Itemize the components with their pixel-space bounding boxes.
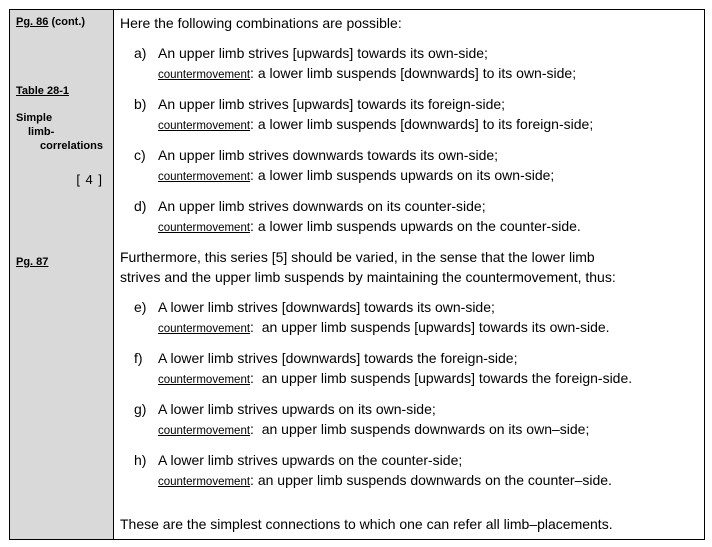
item-line1: A lower limb strives upwards on its own-side; — [158, 401, 436, 417]
page-reference-suffix: (cont.) — [48, 16, 86, 28]
item-line2-text: a lower limb suspends [downwards] to its own-side; — [257, 65, 577, 81]
page-reference-86 — [16, 16, 85, 29]
item-line2: countermovement: an upper limb suspends downwards on the counter–side. — [158, 472, 612, 488]
item-line1: A lower limb strives [downwards] towards its own-side; — [158, 299, 495, 315]
item-line2: countermovement: a lower limb suspends upwards on its own-side; — [158, 167, 555, 183]
item-line1: An upper limb strives downwards towards its own-side; — [158, 147, 499, 163]
topic-label-line2: limb- — [28, 126, 55, 138]
item-letter: g) — [134, 401, 147, 417]
item-line2-text: a lower limb suspends upwards on the counter-side. — [257, 218, 581, 234]
item-letter: e) — [134, 299, 147, 315]
middle-paragraph-line1: Furthermore, this series [5] should be varied, in the sense that the lower limb — [120, 249, 595, 265]
item-letter: h) — [134, 452, 147, 468]
closing-paragraph: These are the simplest connections to which one can refer all limb–placements. — [120, 516, 613, 532]
item-line2-text: an upper limb suspends downwards on the counter–side. — [257, 472, 612, 488]
countermovement-label: countermovement — [158, 425, 251, 437]
countermovement-label: countermovement — [158, 476, 251, 488]
item-letter: d) — [134, 198, 147, 214]
table-reference: Table 28-1 — [16, 85, 69, 97]
item-letter: f) — [134, 350, 143, 366]
item-letter: c) — [134, 147, 146, 163]
margin-column — [10, 10, 114, 539]
page-link-86: Pg. 86 — [16, 16, 49, 28]
item-line1: An upper limb strives [upwards] towards its foreign-side; — [158, 96, 506, 112]
countermovement-label: countermovement — [158, 222, 251, 234]
countermovement-label: countermovement — [158, 323, 251, 335]
item-letter: b) — [134, 96, 147, 112]
topic-label-line3: correlations — [40, 140, 103, 152]
item-line2: countermovement: an upper limb suspends downwards on its own–side; — [158, 421, 590, 437]
item-line1: An upper limb strives downwards on its counter-side; — [158, 198, 486, 214]
item-line2-text: an upper limb suspends downwards on its own–side; — [261, 421, 590, 437]
document-table — [9, 9, 705, 540]
topic-label-line1: Simple — [16, 112, 53, 124]
item-line2: countermovement: an upper limb suspends [upwards] towards its own-side. — [158, 319, 610, 335]
item-line2: countermovement: a lower limb suspends [downwards] to its own-side; — [158, 65, 577, 81]
countermovement-label: countermovement — [158, 69, 251, 81]
item-line2-text: an upper limb suspends [upwards] towards its own-side. — [261, 319, 610, 335]
countermovement-label: countermovement — [158, 374, 251, 386]
item-line1: A lower limb strives upwards on the counter-side; — [158, 452, 463, 468]
item-line1: An upper limb strives [upwards] towards its own-side; — [158, 45, 488, 61]
note-number: [ 4 ] — [76, 172, 103, 187]
middle-paragraph-line2: strives and the upper limb suspends by maintaining the countermovement, thus: — [120, 269, 616, 285]
countermovement-label: countermovement — [158, 171, 251, 183]
intro-paragraph: Here the following combinations are possible: — [120, 15, 402, 31]
item-line2-text: an upper limb suspends [upwards] towards the foreign-side. — [261, 370, 633, 386]
page-reference-87: Pg. 87 — [16, 256, 49, 268]
item-line2-text: a lower limb suspends [downwards] to its foreign-side; — [257, 116, 594, 132]
item-letter: a) — [134, 45, 147, 61]
item-line2: countermovement: a lower limb suspends [downwards] to its foreign-side; — [158, 116, 594, 132]
main-text-column — [114, 10, 704, 539]
item-line1: A lower limb strives [downwards] towards the foreign-side; — [158, 350, 518, 366]
item-line2: countermovement: a lower limb suspends upwards on the counter-side. — [158, 218, 581, 234]
item-line2-text: a lower limb suspends upwards on its own-side; — [257, 167, 555, 183]
countermovement-label: countermovement — [158, 120, 251, 132]
item-line2: countermovement: an upper limb suspends [upwards] towards the foreign-side. — [158, 370, 633, 386]
